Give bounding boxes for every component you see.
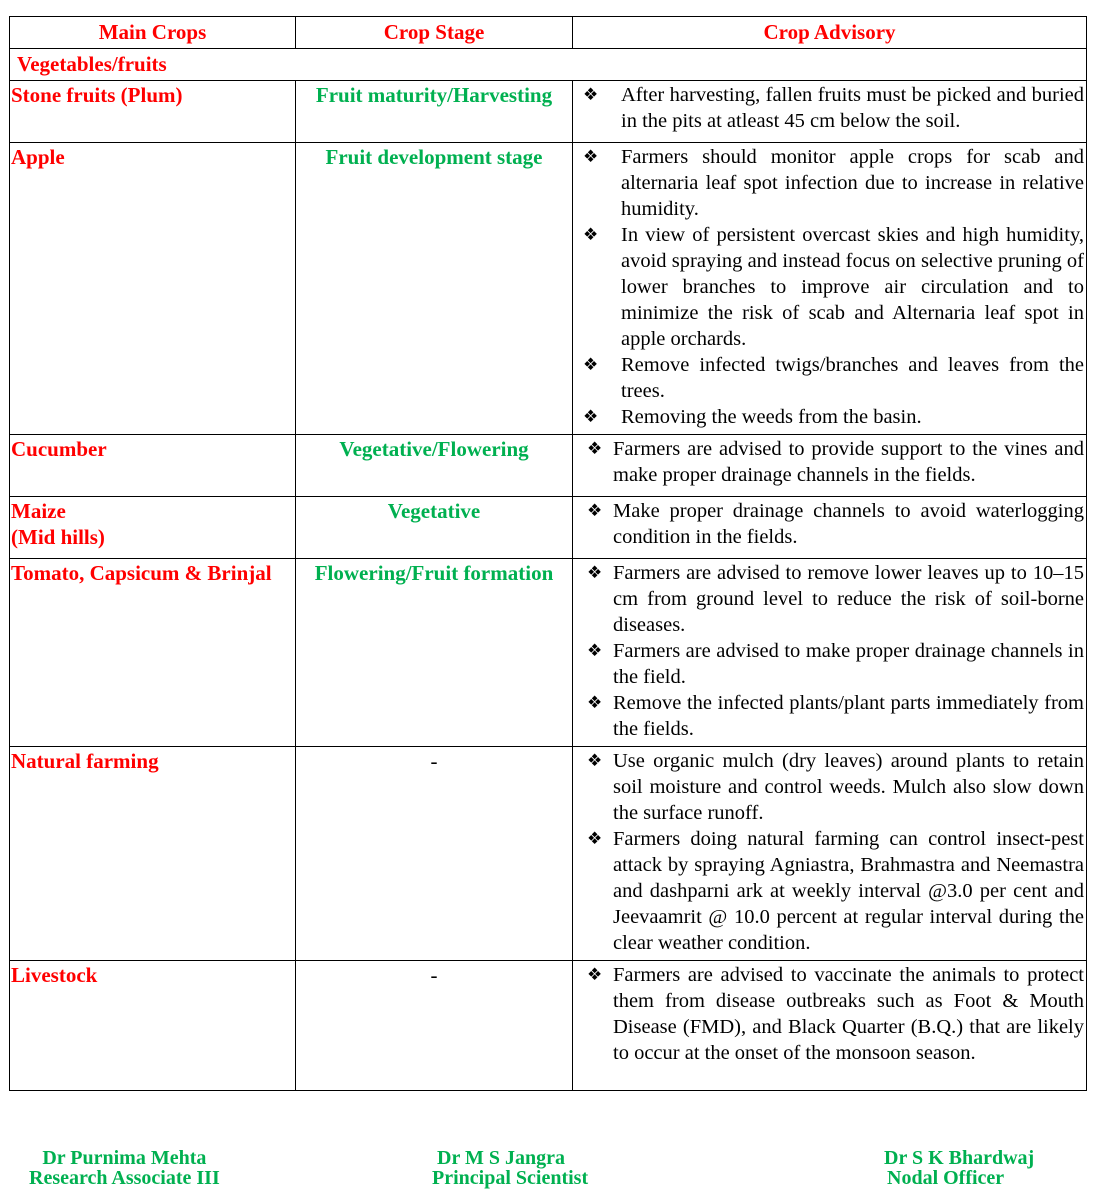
advisory-cell <box>573 961 1087 1091</box>
four-diamond-bullet-icon: ❖ <box>587 641 603 660</box>
crop-name-line: (Mid hills) <box>11 525 105 549</box>
table-row <box>10 747 1087 961</box>
signatory-name: Dr S K Bhardwaj <box>884 1147 1035 1169</box>
crop-stage: - <box>296 747 573 961</box>
signatory-name: Dr Purnima Mehta <box>42 1147 207 1169</box>
crop-name: Cucumber <box>10 435 296 497</box>
crop-stage: Flowering/Fruit formation <box>296 559 573 747</box>
four-diamond-bullet-icon: ❖ <box>583 225 599 244</box>
crop-name: Livestock <box>10 961 296 1091</box>
crop-name: Natural farming <box>10 747 296 961</box>
header-crop-advisory: Crop Advisory <box>573 17 1087 49</box>
advisory-cell <box>573 497 1087 559</box>
advisory-item: ❖ Remove infected twigs/branches and leaves from the trees. <box>583 354 1084 402</box>
four-diamond-bullet-icon: ❖ <box>587 965 603 984</box>
four-diamond-bullet-icon: ❖ <box>587 563 603 582</box>
crop-name: Apple <box>10 143 296 435</box>
four-diamond-bullet-icon: ❖ <box>583 147 599 166</box>
table-row <box>10 81 1087 143</box>
advisory-cell <box>573 747 1087 961</box>
crop-name <box>10 497 296 559</box>
table-row <box>10 143 1087 435</box>
section-row <box>10 49 1087 81</box>
advisory-cell <box>573 435 1087 497</box>
advisory-item: ❖ Farmers are advised to make proper drainage channels in the field. <box>587 640 1084 688</box>
advisory-item: ❖ Farmers should monitor apple crops for scab and alternaria leaf spot infection due to increase in relative humidity. <box>583 146 1084 220</box>
signatory-block <box>884 1148 1034 1188</box>
table-row <box>10 435 1087 497</box>
signatory-title: Principal Scientist <box>432 1167 589 1189</box>
signatory-name: Dr M S Jangra <box>437 1147 565 1169</box>
signatory-title: Nodal Officer <box>887 1167 1005 1189</box>
four-diamond-bullet-icon: ❖ <box>583 85 599 104</box>
four-diamond-bullet-icon: ❖ <box>587 829 603 848</box>
signatory-title: Research Associate III <box>29 1167 220 1189</box>
crop-stage: Fruit maturity/Harvesting <box>296 81 573 143</box>
crop-advisory-table <box>9 16 1087 1091</box>
advisory-item: ❖ Make proper drainage channels to avoid waterlogging condition in the fields. <box>587 500 1084 548</box>
table-row <box>10 497 1087 559</box>
advisory-item: ❖ In view of persistent overcast skies and high humidity, avoid spraying and instead focus on selective pruning of lower branches to improve air circulation and to minimize the risk of scab and Alternaria leaf spot in apple orchards. <box>583 224 1084 350</box>
signatory-block <box>432 1148 588 1188</box>
advisory-item: ❖ Use organic mulch (dry leaves) around plants to retain soil moisture and control weeds. Mulch also slow down the surface runoff. <box>587 750 1084 824</box>
advisory-cell <box>573 81 1087 143</box>
section-label: Vegetables/fruits <box>10 49 1087 81</box>
advisory-item: ❖ Farmers are advised to remove lower leaves up to 10–15 cm from ground level to reduce the risk of soil-borne diseases. <box>587 562 1084 636</box>
advisory-cell <box>573 559 1087 747</box>
advisory-item: ❖ Farmers doing natural farming can control insect-pest attack by spraying Agniastra, Brahmastra and Neemastra and dashparni ark at weekly interval @3.0 per cent and Jeevaamrit @ 10.0 percent at regular interval during the clear weather condition. <box>587 828 1084 954</box>
crop-name: Tomato, Capsicum & Brinjal <box>10 559 296 747</box>
crop-stage: Fruit development stage <box>296 143 573 435</box>
crop-stage: - <box>296 961 573 1091</box>
crop-stage: Vegetative <box>296 497 573 559</box>
header-main-crops: Main Crops <box>10 17 296 49</box>
advisory-item: ❖ After harvesting, fallen fruits must be picked and buried in the pits at atleast 45 cm below the soil. <box>583 84 1084 132</box>
advisory-item: ❖ Farmers are advised to vaccinate the animals to protect them from disease outbreaks such as Foot & Mouth Disease (FMD), and Black Quarter (B.Q.) that are likely to occur at the onset of the monsoon season. <box>587 964 1084 1064</box>
four-diamond-bullet-icon: ❖ <box>587 501 603 520</box>
four-diamond-bullet-icon: ❖ <box>587 693 603 712</box>
table-header-row <box>10 17 1087 49</box>
table-row <box>10 559 1087 747</box>
crop-name-line: Maize <box>11 499 66 523</box>
crop-stage: Vegetative/Flowering <box>296 435 573 497</box>
four-diamond-bullet-icon: ❖ <box>587 439 603 458</box>
advisory-item: ❖ Remove the infected plants/plant parts immediately from the fields. <box>587 692 1084 740</box>
advisory-item: ❖ Removing the weeds from the basin. <box>583 406 922 428</box>
crop-name: Stone fruits (Plum) <box>10 81 296 143</box>
advisory-cell <box>573 143 1087 435</box>
header-crop-stage: Crop Stage <box>296 17 573 49</box>
four-diamond-bullet-icon: ❖ <box>583 355 599 374</box>
four-diamond-bullet-icon: ❖ <box>583 407 599 426</box>
four-diamond-bullet-icon: ❖ <box>587 751 603 770</box>
signatory-block <box>29 1148 220 1188</box>
advisory-item: ❖ Farmers are advised to provide support to the vines and make proper drainage channels in the fields. <box>587 438 1084 486</box>
table-row <box>10 961 1087 1091</box>
